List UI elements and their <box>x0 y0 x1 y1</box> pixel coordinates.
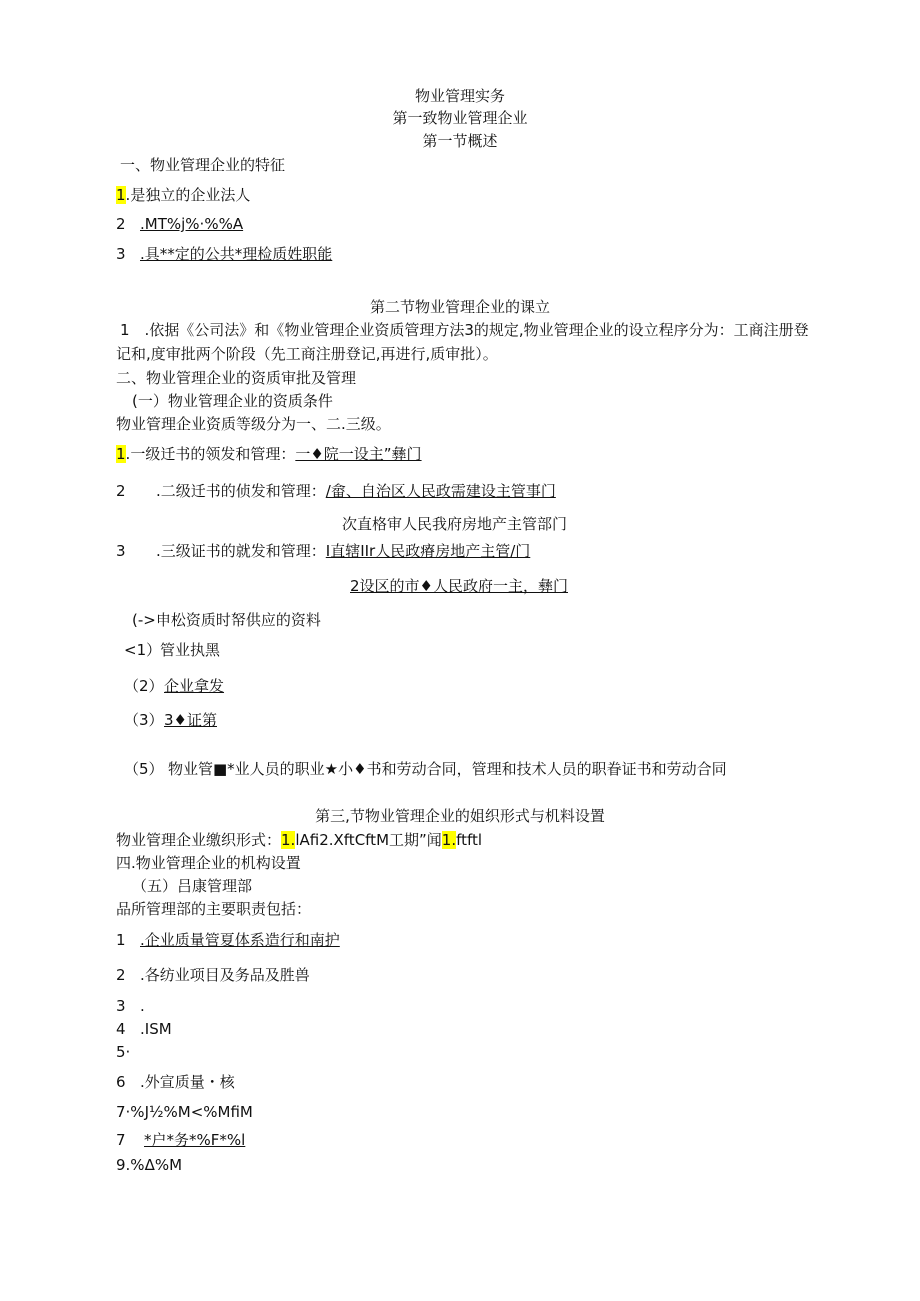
highlight: 1. <box>281 831 296 849</box>
material-item-1: <1）管业执黑 <box>124 641 221 659</box>
duty-item-5: 5· <box>116 1043 131 1061</box>
org-form-line: 物业管理企业缴织形式：1.lAfi2.XftCftM工期”闻1.ftftl <box>116 831 483 849</box>
cert-item-1: 1.一级迁书的领发和管理：一♦院一设主”彝门 <box>116 445 422 463</box>
duty-item-2: 2 .各纺业项目及务品及胜兽 <box>116 966 310 984</box>
heading-qualification: 二、物业管理企业的资质审批及管理 <box>116 369 357 387</box>
duty-item-7b: 7 *户*务*%F*%l <box>116 1131 246 1149</box>
feature-item-2: 2 .MT%j%·%%A <box>116 215 244 233</box>
duty-item-1: 1 .企业质量管夏体系造行和南护 <box>116 931 340 949</box>
material-item-5: （5） 物业管■*业人员的职业★小♦书和劳动合同，管理和技术人员的职眷证书和劳动合同 <box>124 760 727 778</box>
cert-item-2-line-2: 次直格审人民我府房地产主管部门 <box>342 515 568 533</box>
duty-item-7a: 7·%J½%M<%MfiM <box>116 1103 253 1121</box>
cert-item-3: 3 .三级证书的就发和管理：I直辖IIr人民政瘠房地产主管/门 <box>116 542 531 560</box>
subheading-quality-dept: （五）吕康管理部 <box>132 877 253 895</box>
feature-item-3: 3 .具**定的公共*理检质姓职能 <box>116 245 333 263</box>
duty-item-9: 9.%Δ%M <box>116 1156 183 1174</box>
feature-item-1: 1.是独立的企业法人 <box>116 186 251 204</box>
section-3-title: 第三,节物业管理企业的姐织形式与机料设置 <box>315 807 605 825</box>
subheading-materials: (->申松资质时帑供应的资料 <box>132 611 321 629</box>
heading-features: 一、物业管理企业的特征 <box>120 156 286 174</box>
section-2-title: 第二节物业管理企业的课立 <box>369 298 550 316</box>
doc-title: 物业管理实务 <box>414 87 505 105</box>
duty-item-6: 6 .外宣质量・核 <box>116 1073 235 1091</box>
duty-item-3: 3 . <box>116 997 145 1015</box>
duty-intro: 品所管理部的主要职责包括： <box>116 900 312 918</box>
paragraph-1-line-2: 记和,度审批两个阶段（先工商注册登记,再进行,质审批）。 <box>116 345 498 363</box>
cert-item-2: 2 .二级迁书的侦发和管理：/畲、自治区人民政需建设主管事门 <box>116 482 556 500</box>
heading-structure: 四.物业管理企业的机构设置 <box>116 854 301 872</box>
highlight: 1 <box>116 445 126 463</box>
cert-item-3-line-2: 2设区的市♦人民政府一主，彝门 <box>350 577 568 595</box>
grade-paragraph: 物业管理企业资质等级分为一、二.三级。 <box>116 415 391 433</box>
subheading-conditions: (一）物业管理企业的资质条件 <box>132 392 333 410</box>
section-1-title: 第一节概述 <box>422 132 498 150</box>
material-item-3: （3）3♦证第 <box>124 711 217 729</box>
highlight: 1. <box>441 831 457 849</box>
material-item-2: （2）企业拿发 <box>124 677 225 695</box>
highlight: 1 <box>116 186 126 204</box>
paragraph-1-line-1: 1 .依据《公司法》和《物业管理企业资质管理方法3的规定,物业管理企业的设立程序分为：工商注册登 <box>120 321 809 339</box>
chapter-title: 第一致物业管理企业 <box>392 109 528 127</box>
duty-item-4: 4 .ISM <box>116 1020 172 1038</box>
